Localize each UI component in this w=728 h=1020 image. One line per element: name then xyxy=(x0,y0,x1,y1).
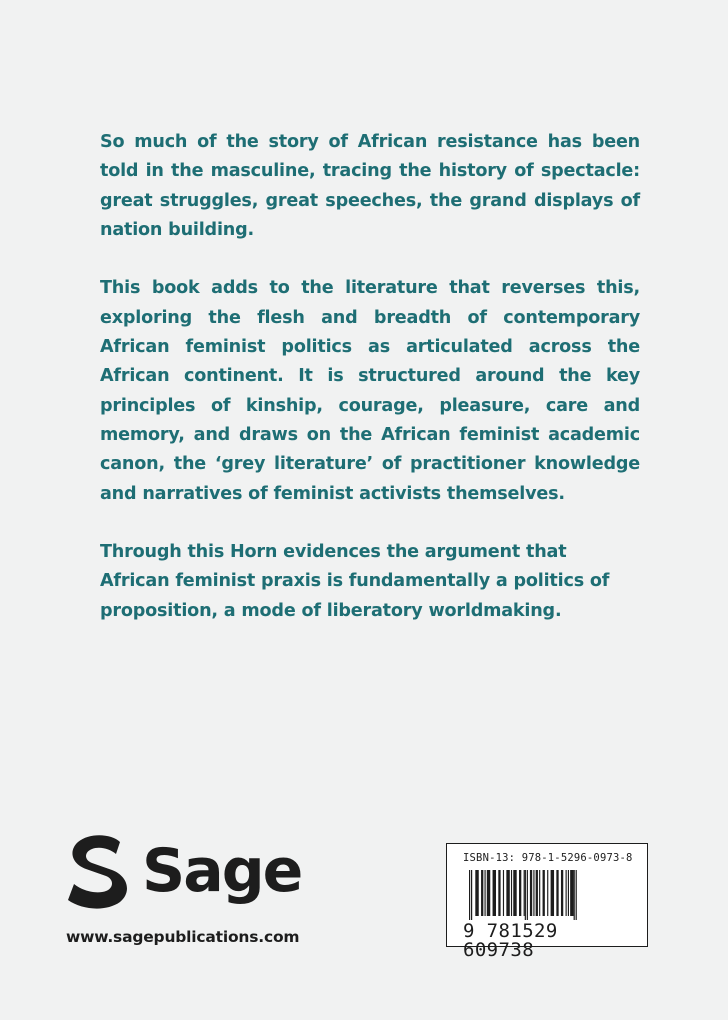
isbn-barcode-block xyxy=(446,843,648,961)
back-cover-blurb xyxy=(100,128,640,626)
sage-s-logo-icon xyxy=(66,832,128,910)
publisher-logo-text: Sage xyxy=(142,836,302,906)
blurb-paragraph-3: Through this Horn evidences the argument that African feminist praxis is fundamentally a politics of proposition, a mode of liberatory worldmaking. xyxy=(100,542,610,621)
barcode-digits: 9 781529 609738 xyxy=(463,920,558,961)
publisher-logo xyxy=(66,832,301,910)
isbn-label: ISBN-13: 978-1-5296-0973-8 xyxy=(463,852,633,864)
publisher-url: www.sagepublications.com xyxy=(66,928,300,946)
blurb-paragraph-2: This book adds to the literature that reverses this, exploring the flesh and breadth of contemporary African feminist politics as articulated across the African continent. It is structured around the key principles of kinship, courage, pleasure, care and memory, and draws on the African feminist academic canon, the ‘grey literature’ of practitioner knowledge and narratives of feminist activists themselves. xyxy=(100,278,640,504)
blurb-paragraph-1: So much of the story of African resistance has been told in the masculine, tracing the history of spectacle: great struggles, great speeches, the grand displays of nation building. xyxy=(100,132,640,240)
barcode-icon xyxy=(467,870,631,920)
